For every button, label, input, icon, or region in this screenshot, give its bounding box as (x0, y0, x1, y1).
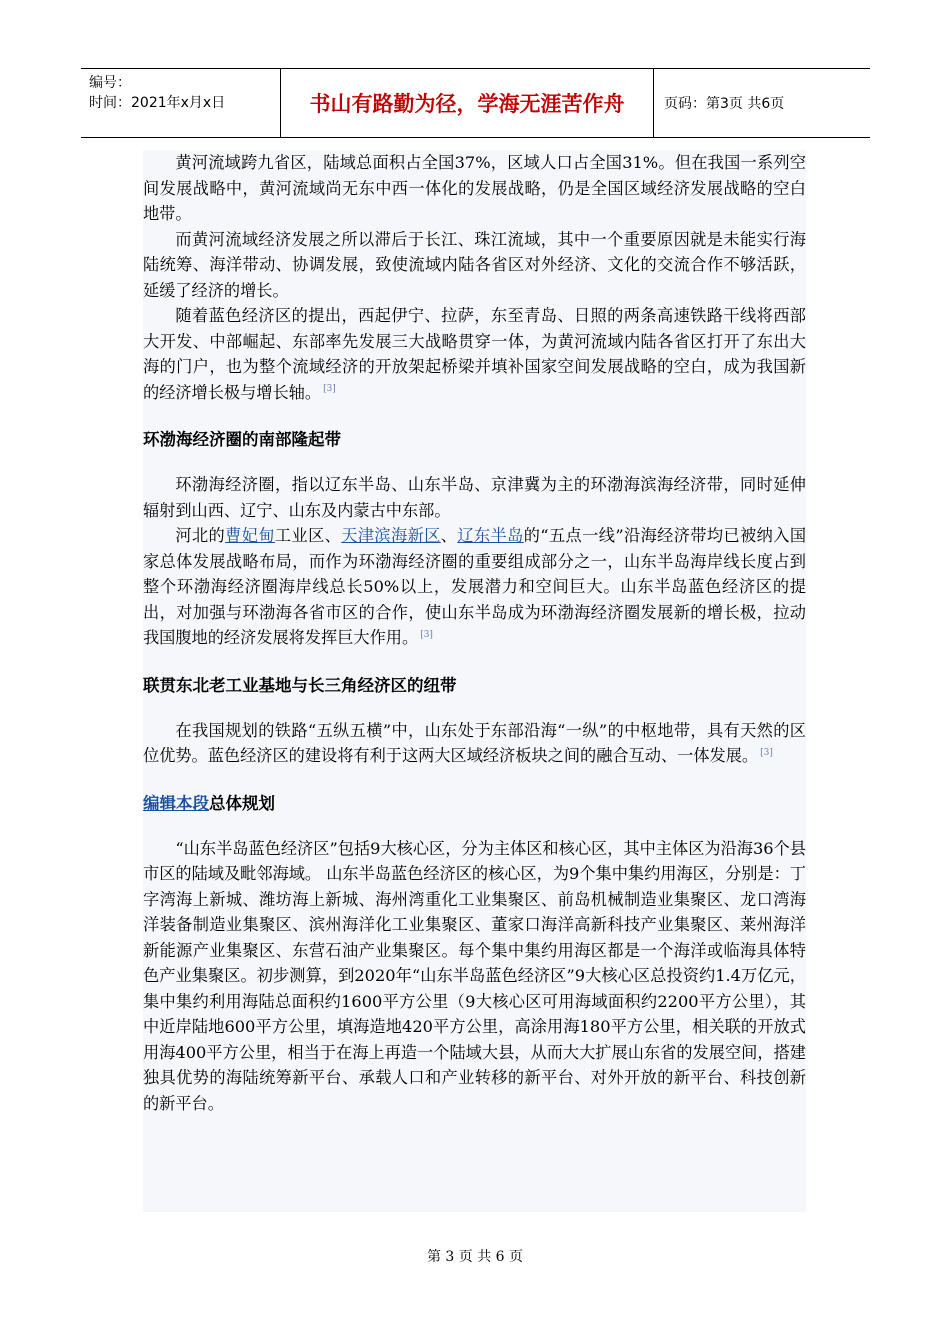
section-heading: 环渤海经济圈的南部隆起带 (143, 430, 341, 449)
paragraph: 随着蓝色经济区的提出，西起伊宁、拉萨，东至青岛、日照的两条高速铁路干线将西部大开发、中部崛起、东部率先发展三大战略贯穿一体，为黄河流域内陆各省区打开了东出大海的门户，也为整个流域经济的开放架起桥梁并填补国家空间发展战略的空白，成为我国新的经济增长极与增长轴。 [3] (143, 306, 806, 402)
link-caofeidian[interactable]: 曹妃甸 (225, 526, 275, 545)
link-liaodong-peninsula[interactable]: 辽东半岛 (457, 526, 524, 545)
paragraph: “山东半岛蓝色经济区”包括9大核心区，分为主体区和核心区，其中主体区为沿海36个县市区的陆域及毗邻海域。 山东半岛蓝色经济区的核心区，为9个集中集约用海区，分别是：丁字湾海上新城、潍坊海上新城、海州湾重化工业集聚区、前岛机械制造业集聚区、龙口湾海洋装备制造业集聚区、滨州海洋化工业集聚区、董家口海洋高新科技产业集聚区、莱州海洋新能源产业集聚区、东营石油产业集聚区。每个集中集约用海区都是一个海洋或临海具体特色产业集聚区。初步测算，到2020年“山东半岛蓝色经济区”9大核心区总投资约1.4万亿元，集中集约利用海陆总面积约1600平方公里（9大核心区可用海域面积约2200平方公里），其中近岸陆地600平方公里，填海造地420平方公里，高涂用海180平方公里，相关联的开放式用海400平方公里，相当于在海上再造一个陆域大县，从而大大扩展山东省的发展空间，搭建独具优势的海陆统筹新平台、承载人口和产业转移的新平台、对外开放的新平台、科技创新的新平台。 (143, 838, 806, 1113)
citation-ref[interactable]: [3] (420, 629, 433, 640)
citation-ref[interactable]: [3] (760, 747, 773, 758)
paragraph: 环渤海经济圈，指以辽东半岛、山东半岛、京津冀为主的环渤海滨海经济带，同时延伸辐射到山西、辽宁、山东及内蒙古中东部。 (143, 475, 806, 520)
header-meta (81, 69, 281, 137)
paragraph: 而黄河流域经济发展之所以滞后于长江、珠江流域，其中一个重要原因就是未能实行海陆统筹、海洋带动、协调发展，致使流域内陆各省区对外经济、文化的交流合作不够活跃，延缓了经济的增长。 (143, 229, 806, 300)
section-heading: 联贯东北老工业基地与长三角经济区的纽带 (143, 675, 457, 695)
number-label: 编号： (89, 75, 131, 91)
citation-ref[interactable]: [3] (323, 384, 336, 395)
paragraph: 在我国规划的铁路“五纵五横”中，山东处于东部沿海“一纵”的中枢地带，具有天然的区位优势。蓝色经济区的建设将有利于这两大区域经济板块之间的融合互动、一体发展。 [3] (143, 720, 806, 765)
edit-section-link[interactable]: 编辑本段 (143, 793, 209, 813)
page-header (81, 68, 870, 138)
paragraph: 黄河流域跨九省区，陆域总面积占全国37%，区域人口占全国31%。但在我国一系列空间发展战略中，黄河流域尚无东中西一体化的发展战略，仍是全国区域经济发展战略的空白地带。 (143, 153, 806, 223)
section-heading: 编辑本段总体规划 (143, 793, 275, 813)
link-tianjin-binhai[interactable]: 天津滨海新区 (341, 526, 441, 545)
date-label: 时间：2021年x月x日 (89, 95, 226, 111)
paragraph: 河北的曹妃甸工业区、天津滨海新区、辽东半岛的“五点一线”沿海经济带均已被纳入国家总体发展战略布局，而作为环渤海经济圈的重要组成部分之一，山东半岛海岸线长度占到整个环渤海经济圈海岸线总长50%以上，发展潜力和空间巨大。山东半岛蓝色经济区的提出，对加强与环渤海各省市区的合作，使山东半岛成为环渤海经济圈发展新的增长极，拉动我国腹地的经济发展将发挥巨大作用。 [3] (143, 526, 807, 647)
article-body (143, 150, 806, 1116)
header-page-number: 页码：第3页 共6页 (664, 96, 785, 112)
page-footer: 第 3 页 共 6 页 (426, 1249, 524, 1265)
header-motto: 书山有路勤为径，学海无涯苦作舟 (281, 69, 654, 137)
